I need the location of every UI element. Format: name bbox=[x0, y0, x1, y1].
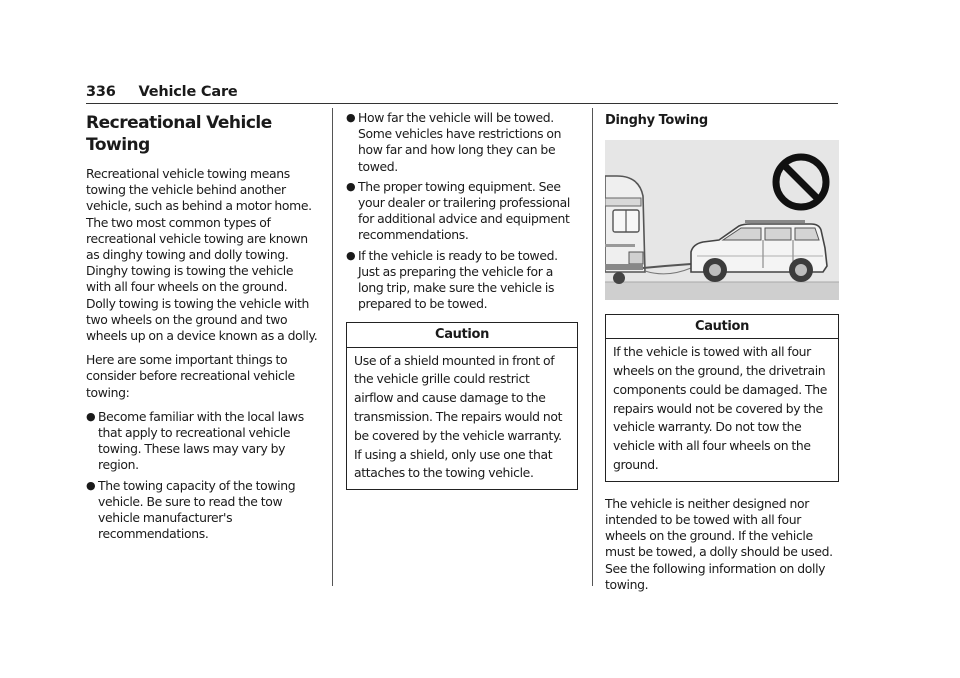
motor-home bbox=[605, 176, 645, 284]
intro-paragraph: Recreational vehicle towing means towing the vehicle behind another vehicle, such as behind a motor home. The two most common types of recreational vehicle towing are known as dinghy towing and dolly towing. Dinghy towing is towing the vehicle with all four wheels on the ground. Dolly towing is towing the vehicle with two wheels on the ground and two wheels up on a device known as a dolly. bbox=[86, 166, 318, 344]
list-item bbox=[346, 110, 578, 175]
caution-box-dinghy bbox=[605, 314, 839, 482]
bullet-list-1 bbox=[86, 409, 320, 543]
road bbox=[605, 282, 839, 300]
column-3 bbox=[605, 110, 839, 601]
bullet-icon: ● bbox=[346, 179, 356, 193]
list-item bbox=[86, 478, 320, 543]
bullet-icon: ● bbox=[86, 478, 96, 492]
list-item-text: If the vehicle is ready to be towed. Just as preparing the vehicle for a long trip, make sure the vehicle is prepared to be towed. bbox=[358, 247, 558, 312]
dinghy-towing-illustration bbox=[605, 140, 839, 300]
column-divider-1 bbox=[332, 108, 333, 586]
section-name: Vehicle Care bbox=[138, 84, 238, 100]
caution-title: Caution bbox=[606, 315, 838, 339]
dinghy-towing-heading: Dinghy Towing bbox=[605, 113, 708, 128]
lead-paragraph: Here are some important things to consider before recreational vehicle towing: bbox=[86, 352, 295, 400]
bullet-list-2 bbox=[346, 110, 578, 312]
page-header bbox=[86, 84, 238, 100]
column-1 bbox=[86, 110, 320, 546]
dinghy-note-paragraph: The vehicle is neither designed nor intended to be towed with all four wheels on the ground. If the vehicle must be towed, a dolly should be used. See the following information on dolly towing. bbox=[605, 495, 833, 592]
column-2 bbox=[346, 110, 578, 490]
caution-box-shield bbox=[346, 322, 578, 490]
header-rule bbox=[86, 103, 838, 104]
list-item-text: How far the vehicle will be towed. Some vehicles have restrictions on how far and how long they can be towed. bbox=[358, 110, 562, 174]
list-item-text: The towing capacity of the towing vehicle. Be sure to read the tow vehicle manufacturer's recommendations. bbox=[98, 477, 296, 542]
list-item-text: Become familiar with the local laws that apply to recreational vehicle towing. These laws may vary by region. bbox=[98, 408, 304, 473]
bullet-icon: ● bbox=[346, 111, 356, 124]
caution-body: If the vehicle is towed with all four wheels on the ground, the drivetrain components could be damaged. The repairs would not be covered by the vehicle warranty. Do not tow the vehicle with all four wheels on the ground. bbox=[613, 344, 828, 472]
caution-body: Use of a shield mounted in front of the vehicle grille could restrict airflow and cause damage to the transmission. The repairs would not be covered by the vehicle warranty. If using a shield, only use one that attaches to the towing vehicle. bbox=[354, 352, 563, 481]
column-divider-2 bbox=[592, 108, 593, 586]
bullet-icon: ● bbox=[86, 409, 96, 423]
caution-title: Caution bbox=[347, 323, 577, 347]
towing-illustration-svg bbox=[605, 140, 839, 300]
section-title: Recreational Vehicle Towing bbox=[86, 113, 272, 155]
bullet-icon: ● bbox=[346, 248, 356, 262]
list-item bbox=[86, 409, 320, 474]
list-item-text: The proper towing equipment. See your dealer or trailering professional for additional advice and equipment recommendations. bbox=[358, 178, 571, 243]
list-item bbox=[346, 248, 578, 313]
page-number: 336 bbox=[86, 84, 116, 100]
list-item bbox=[346, 179, 578, 244]
